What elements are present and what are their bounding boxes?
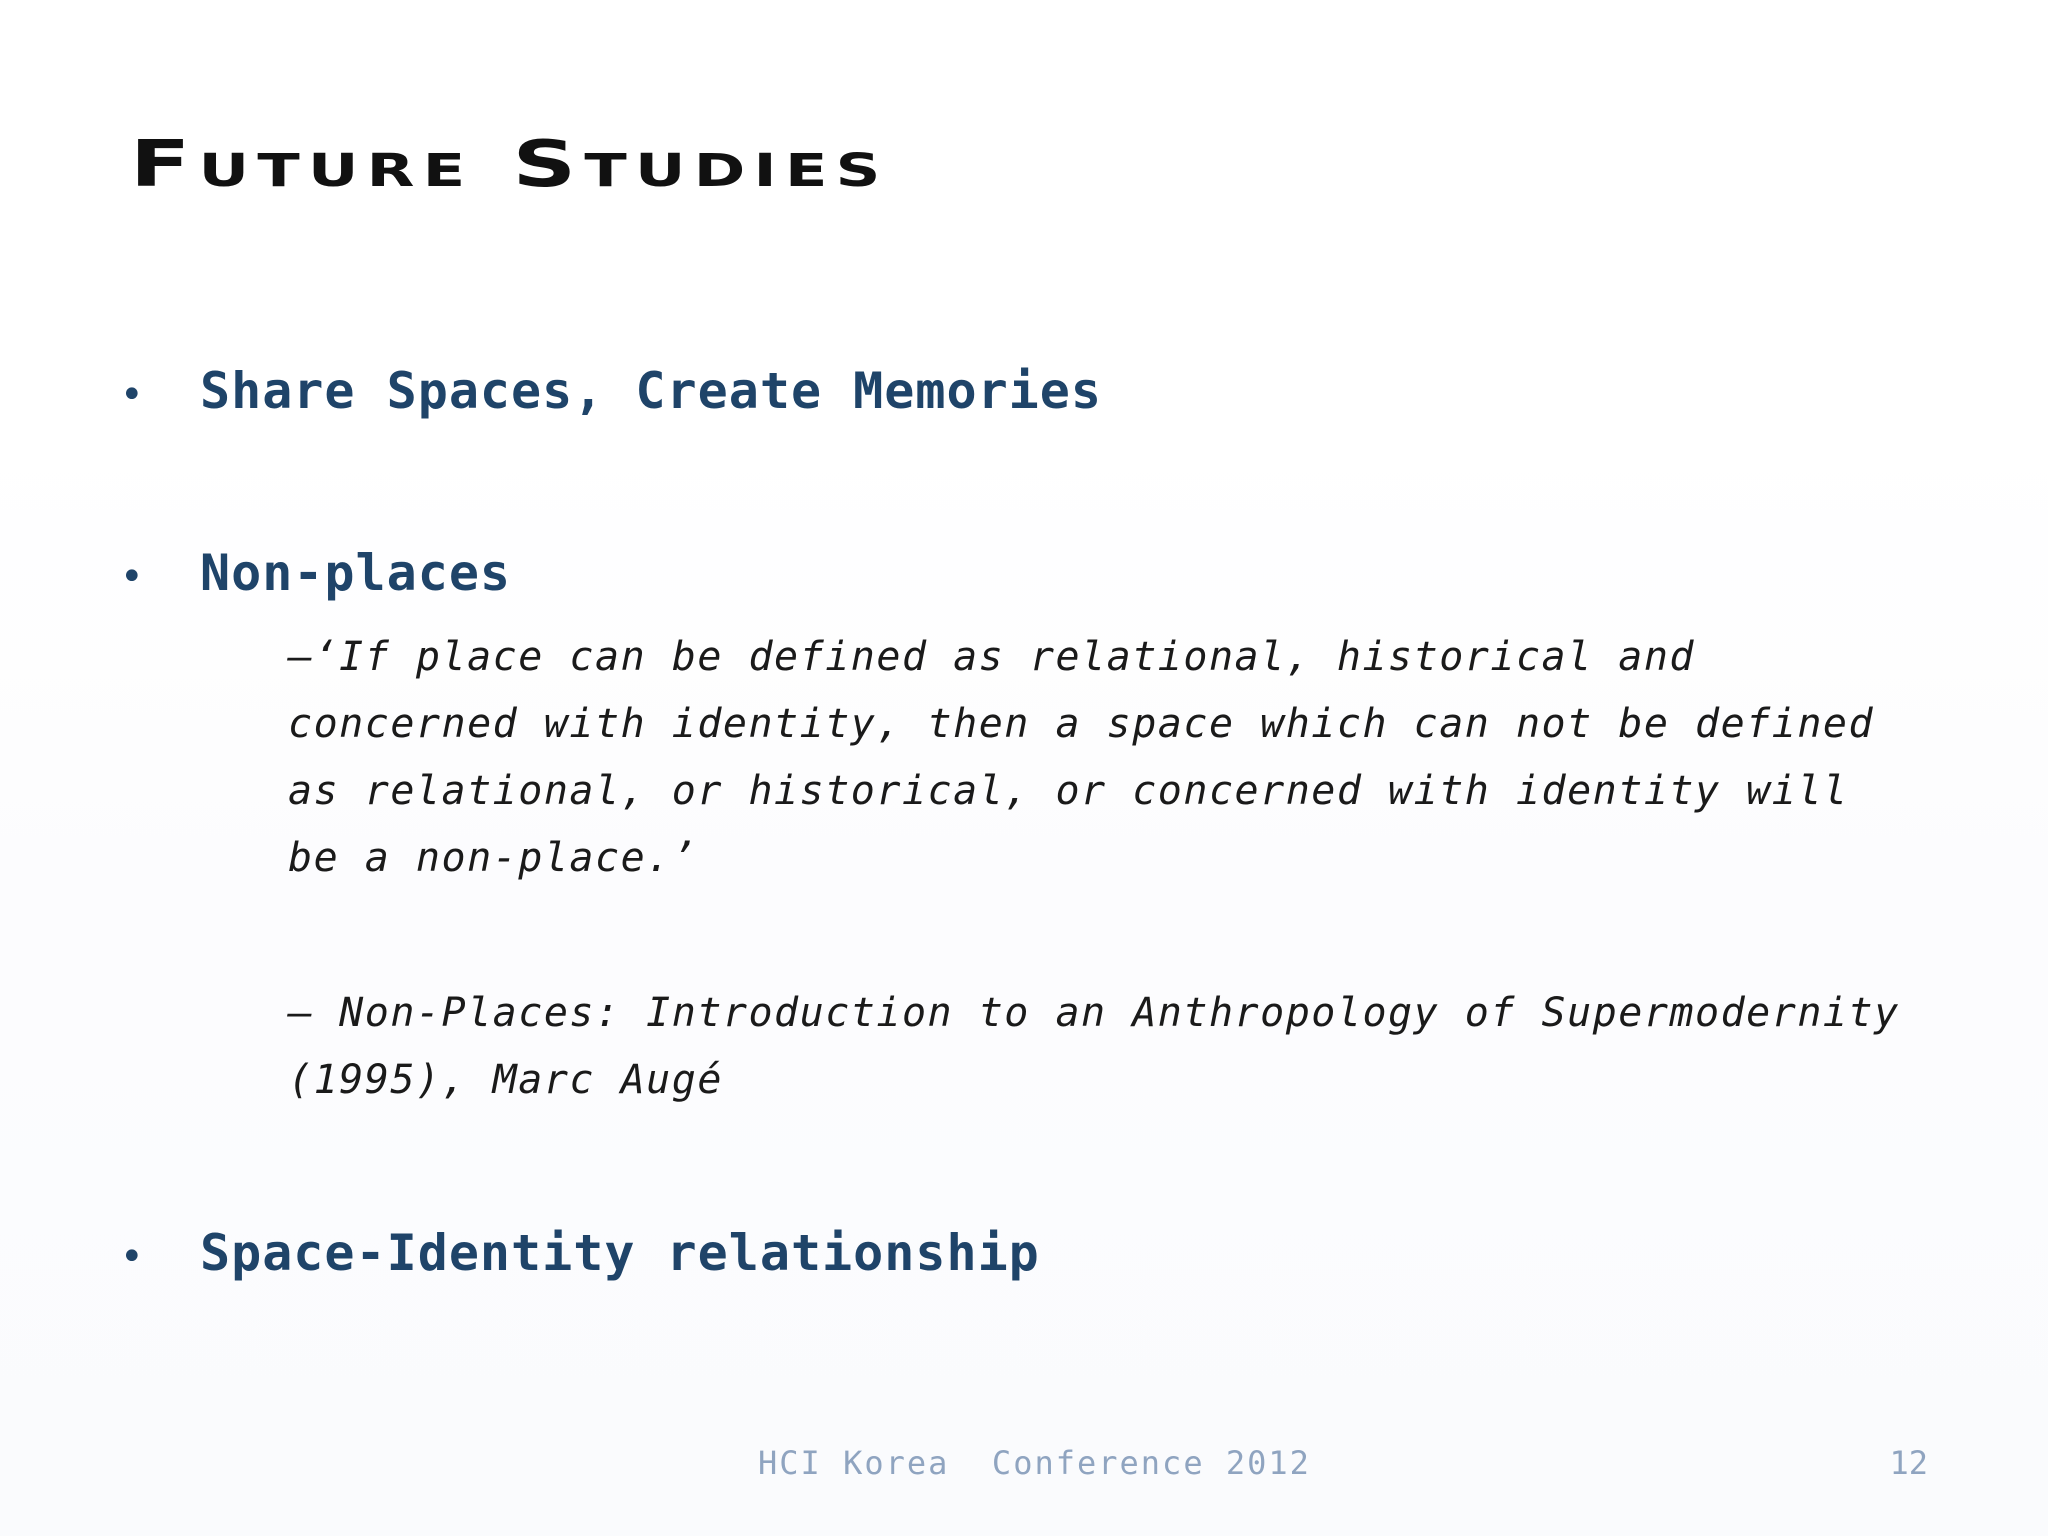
bullet-item-space-identity [120, 1224, 1040, 1282]
slide-title: Future Studies [130, 128, 889, 202]
quote-line: –‘If place can be defined as relational, historical and [288, 634, 1696, 680]
bullet-marker: • [120, 1234, 144, 1280]
bullet-label: Share Spaces, Create Memories [200, 362, 1102, 420]
bullet-label: Space-Identity relationship [200, 1224, 1040, 1282]
bullet-item-share-spaces [120, 362, 1102, 420]
citation-line: – Non-Places: Introduction to an Anthropology of Supermodernity [288, 990, 1900, 1036]
quote-citation [288, 980, 1928, 1114]
quote-line: as relational, or historical, or concerned with identity will [288, 768, 1849, 814]
citation-line: (1995), Marc Augé [288, 1057, 723, 1103]
page-number: 12 [1889, 1444, 1928, 1482]
quote-line: concerned with identity, then a space which can not be defined [288, 701, 1875, 747]
quote-line: be a non-place.’ [288, 835, 698, 881]
bullet-marker: • [120, 554, 144, 600]
bullet-item-non-places [120, 544, 511, 602]
bullet-label: Non-places [200, 544, 512, 602]
bullet-marker: • [120, 372, 144, 418]
slide-footer: HCI Korea Conference 2012 [758, 1444, 1311, 1482]
non-places-quote [288, 624, 1928, 892]
